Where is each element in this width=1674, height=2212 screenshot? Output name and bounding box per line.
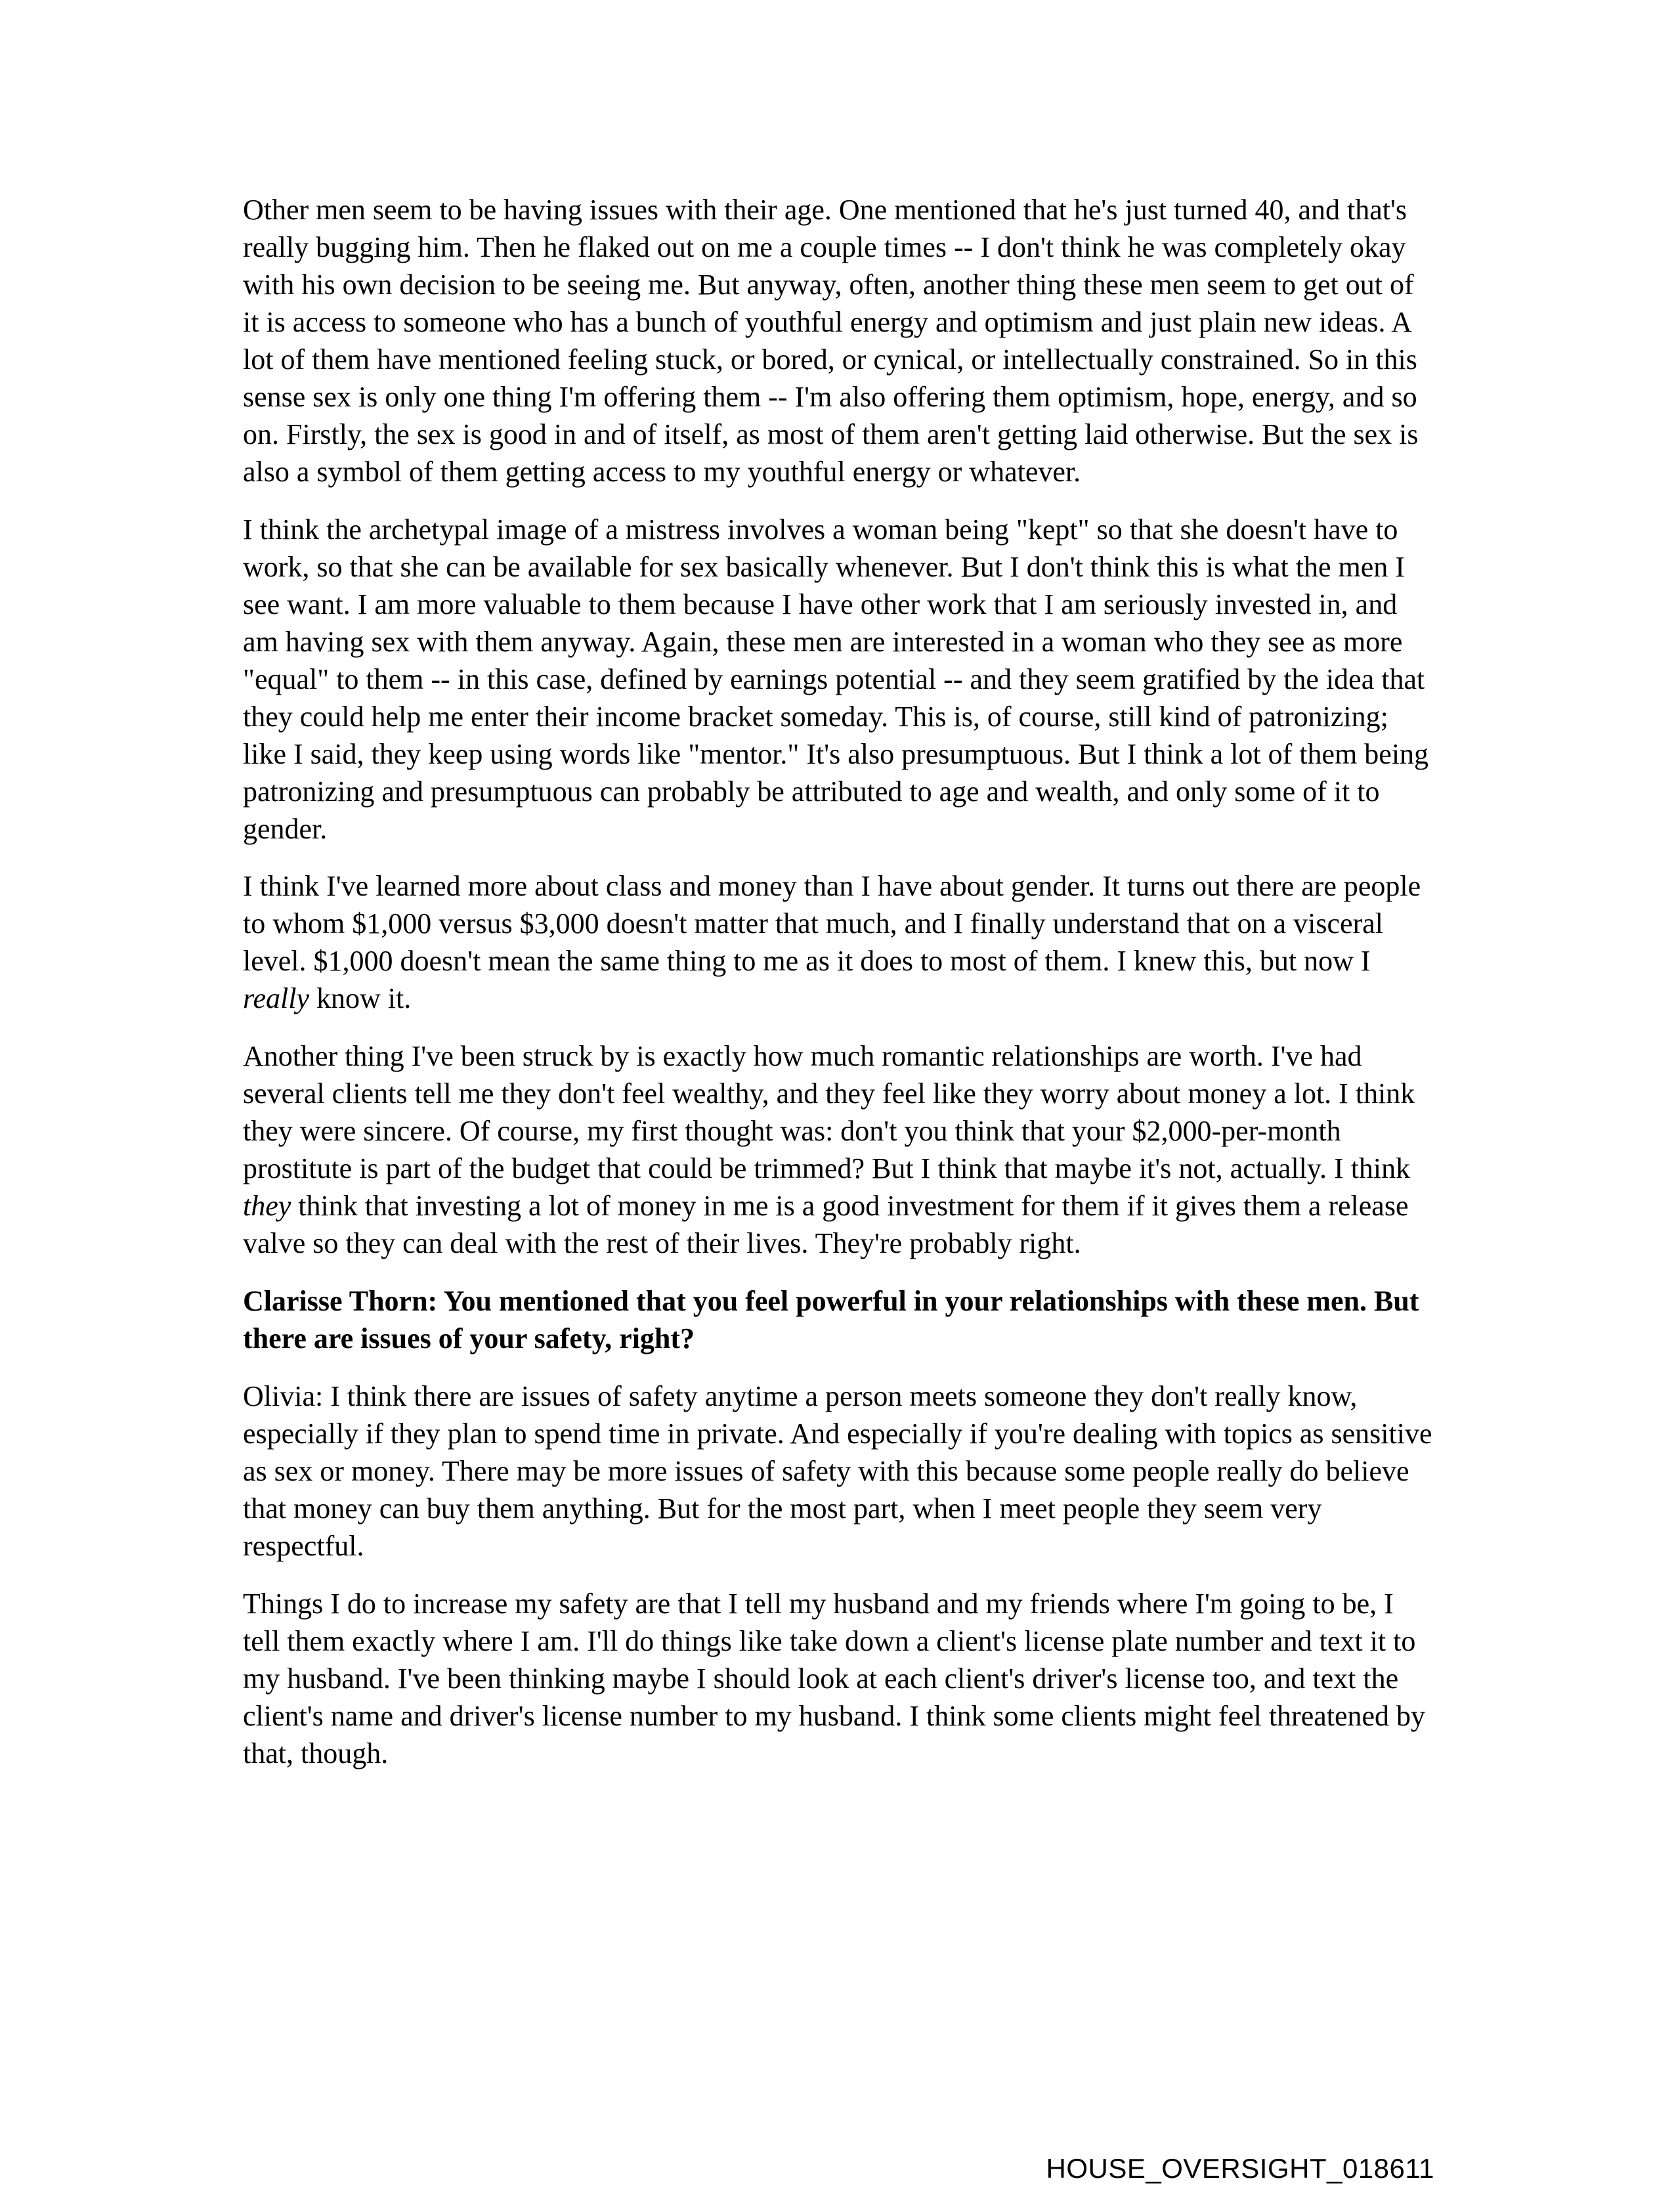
text-run: Another thing I've been struck by is exactly how much romantic relationships are worth. I've had several clients tell me they don't feel wealthy, and they feel like they worry about money a lot. I think they were sincere. Of course, my first thought was: don't you think that your $2,000-per-month prostitute is part of the budget that could be trimmed? But I think that maybe it's not, actually. I think xyxy=(243,1040,1415,1185)
text-run: Things I do to increase my safety are that I tell my husband and my friends where I'm going to be, I tell them exactly where I am. I'll do things like take down a client's license plate number and text it to my husband. I've been thinking maybe I should look at each client's driver's license too, and text the client's name and driver's license number to my husband. I think some clients might feel threatened by that, though. xyxy=(243,1587,1426,1769)
body-paragraph xyxy=(243,511,1434,848)
body-paragraph xyxy=(243,1586,1434,1773)
interviewer-question-paragraph xyxy=(243,1283,1434,1358)
text-run: Other men seem to be having issues with their age. One mentioned that he's just turned 40, and that's really bugging him. Then he flaked out on me a couple times -- I don't think he was completely okay with his own decision to be seeing me. But anyway, often, another thing these men seem to get out of it is access to someone who has a bunch of youthful energy and optimism and just plain new ideas. A lot of them have mentioned feeling stuck, or bored, or cynical, or intellectually constrained. So in this sense sex is only one thing I'm offering them -- I'm also offering them optimism, hope, energy, and so on. Firstly, the sex is good in and of itself, as most of them aren't getting laid otherwise. But the sex is also a symbol of them getting access to my youthful energy or whatever. xyxy=(243,194,1419,488)
body-paragraph xyxy=(243,1378,1434,1565)
body-paragraph xyxy=(243,192,1434,491)
bates-number: HOUSE_OVERSIGHT_018611 xyxy=(1046,2153,1434,2184)
text-run: Clarisse Thorn: You mentioned that you feel powerful in your relationships with these men. But there are issues of your safety, right? xyxy=(243,1285,1419,1355)
text-run: I think I've learned more about class and money than I have about gender. It turns out there are people to whom $1,000 versus $3,000 doesn't matter that much, and I finally understand that on a visceral level. $1,000 doesn't mean the same thing to me as it does to most of them. I knew this, but now I xyxy=(243,870,1421,978)
italic-text-run: really xyxy=(243,982,309,1015)
text-run: think that investing a lot of money in me is a good investment for them if it gives them a release valve so they can deal with the rest of their lives. They're probably right. xyxy=(243,1190,1409,1260)
body-paragraph xyxy=(243,1038,1434,1263)
document-body xyxy=(243,192,1434,1793)
text-run: Olivia: I think there are issues of safety anytime a person meets someone they don't really know, especially if they plan to spend time in private. And especially if you're dealing with topics as sensitive as sex or money. There may be more issues of safety with this because some people really do believe that money can buy them anything. But for the most part, when I meet people they seem very respectful. xyxy=(243,1380,1432,1562)
text-run: know it. xyxy=(309,982,412,1015)
body-paragraph xyxy=(243,868,1434,1018)
italic-text-run: they xyxy=(243,1190,291,1223)
text-run: I think the archetypal image of a mistress involves a woman being "kept" so that she doesn't have to work, so that she can be available for sex basically whenever. But I don't think this is what the men I see want. I am more valuable to them because I have other work that I am seriously invested in, and am having sex with them anyway. Again, these men are interested in a woman who they see as more "equal" to them -- in this case, defined by earnings potential -- and they seem gratified by the idea that they could help me enter their income bracket someday. This is, of course, still kind of patronizing; like I said, they keep using words like "mentor." It's also presumptuous. But I think a lot of them being patronizing and presumptuous can probably be attributed to age and wealth, and only some of it to gender. xyxy=(243,513,1429,845)
